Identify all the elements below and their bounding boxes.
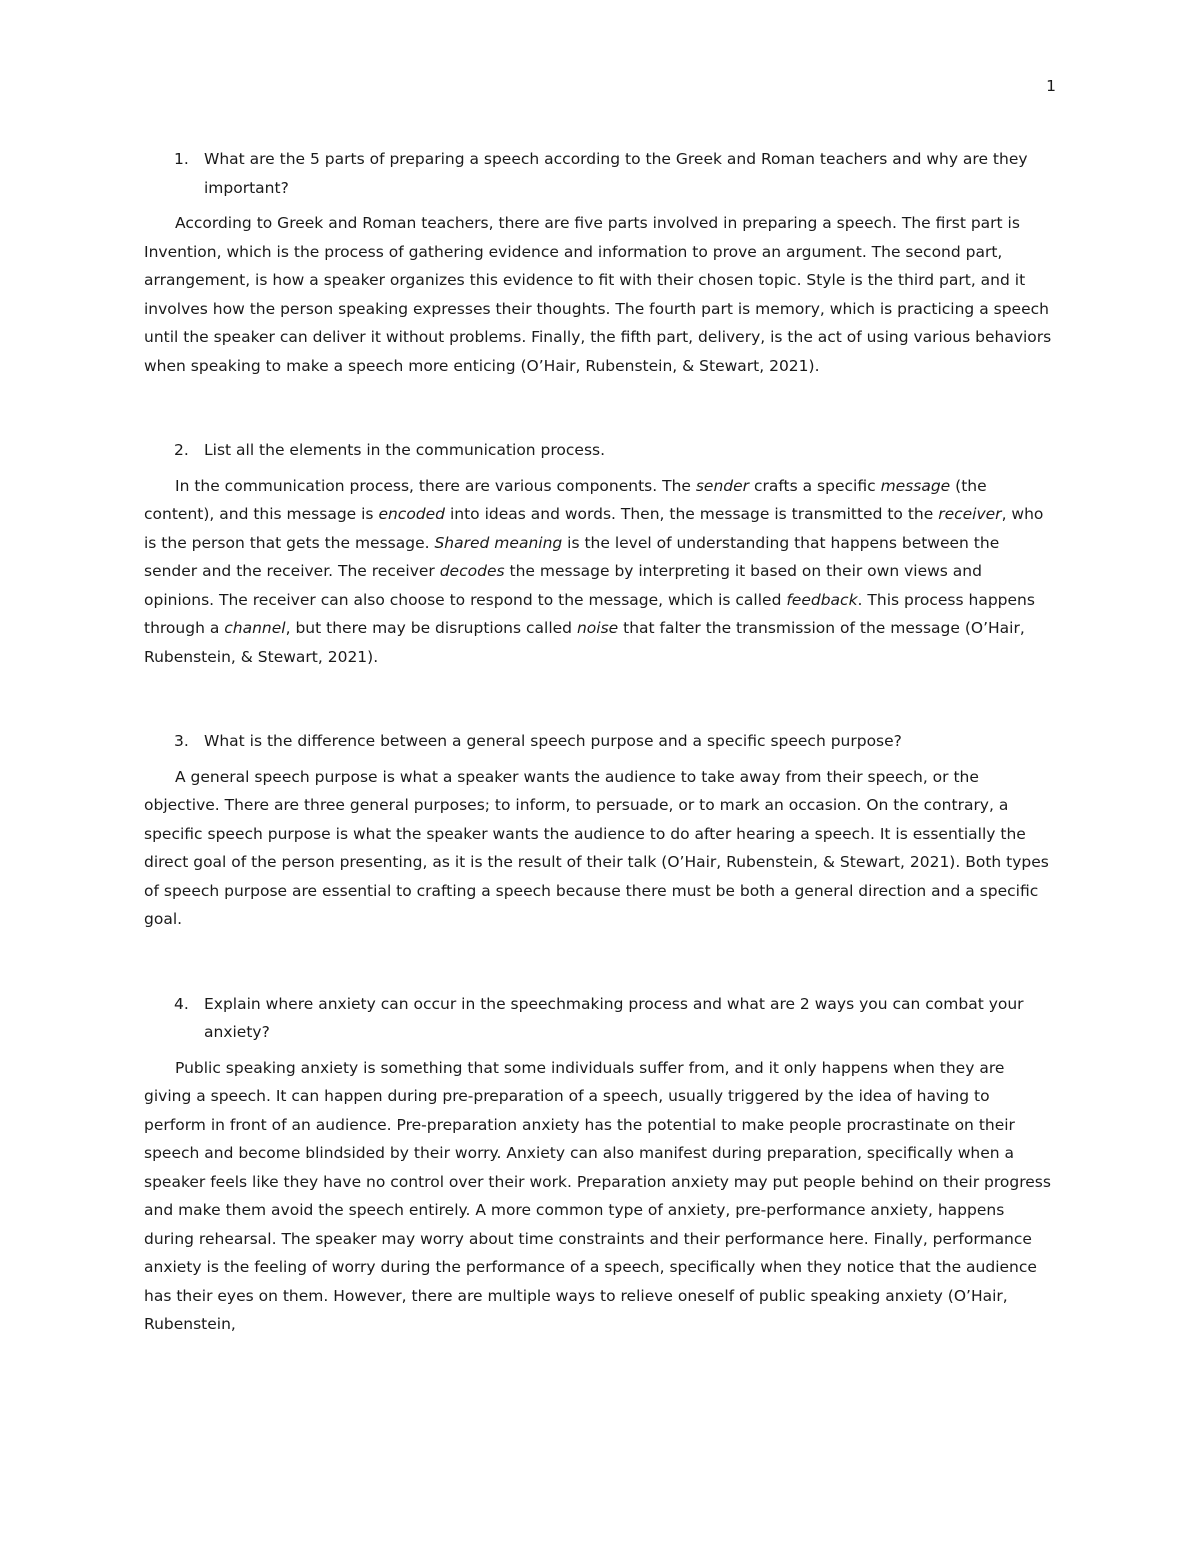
key-term: sender [695, 476, 750, 495]
document-body [144, 145, 1056, 1339]
key-term: message [880, 476, 951, 495]
question-4 [144, 990, 1056, 1047]
answer-text: into ideas and words. Then, the message is transmitted to the [445, 505, 939, 523]
answer-text: crafts a specific [749, 476, 881, 495]
answer-text: A general speech purpose is what a speaker wants the audience to take away from their speech, or the objective. There are three general purposes; to inform, to persuade, or to mark an occasion. On the contrary, a specific speech purpose is what the speaker wants the audience to do after hearing a speech. It is essentially the direct goal of the person presenting, as it is the result of their talk (O’Hair, Rubenstein, & Stewart, 2021). Both types of speech purpose are essential to crafting a speech because there must be both a general direction and a specific goal. [144, 767, 1049, 928]
question-number: 1. [174, 150, 189, 168]
answer-text: (the content), and this message is [144, 476, 987, 523]
answer-4 [144, 1054, 1056, 1339]
answer-text: According to Greek and Roman teachers, there are five parts involved in preparing a speech. The first part is Invention, which is the process of gathering evidence and information to prove an argument. The second part, arrangement, is how a speaker organizes this evidence to fit with their chosen topic. Style is the third part, and it involves how the person speaking expresses their thoughts. The fourth part is memory, which is practicing a speech until the speaker can deliver it without problems. Finally, the fifth part, delivery, is the act of using various behaviors when speaking to make a speech more enticing (O’Hair, Rubenstein, & Stewart, 2021). [144, 214, 1052, 375]
answer-1 [144, 209, 1056, 380]
key-term: encoded [378, 505, 446, 523]
answer-text: , who is the person that gets the message. [144, 505, 1044, 552]
question-text: What are the 5 parts of preparing a speech according to the Greek and Roman teachers and why are they important? [204, 150, 1028, 197]
answer-text: Public speaking anxiety is something that some individuals suffer from, and it only happens when they are giving a speech. It can happen during pre-preparation of a speech, usually triggered by the idea of having to perform in front of an audience. Pre-preparation anxiety has the potential to make people procrastinate on their speech and become blindsided by their worry. Anxiety can also manifest during preparation, specifically when a speaker feels like they have no control over their work. Preparation anxiety may put people behind on their progress and make them avoid the speech entirely. A more common type of anxiety, pre-performance anxiety, happens during rehearsal. The speaker may worry about time constraints and their performance here. Finally, performance anxiety is the feeling of worry during the performance of a speech, specifically when they notice that the audience has their eyes on them. However, there are multiple ways to relieve oneself of public speaking anxiety (O’Hair, Rubenstein, [144, 1058, 1051, 1333]
key-term: noise [576, 619, 619, 637]
answer-text: is the level of understanding that happens between the sender and the receiver. The receiver [144, 533, 1000, 580]
question-number: 3. [174, 732, 189, 750]
answer-text: that falter the transmission of the message (O’Hair, Rubenstein, & Stewart, 2021). [144, 619, 1025, 666]
answer-text: the message by interpreting it based on their own views and opinions. The receiver can also choose to respond to the message, which is called [144, 562, 982, 609]
answer-text: In the communication process, there are various components. The [175, 476, 696, 495]
section-2 [144, 436, 1056, 671]
answer-2 [144, 472, 1056, 672]
question-number: 4. [174, 994, 189, 1013]
section-3 [144, 727, 1056, 934]
page-number: 1 [1046, 77, 1056, 95]
question-text: What is the difference between a general speech purpose and a specific speech purpose? [204, 732, 902, 750]
section-1 [144, 145, 1056, 380]
question-text: Explain where anxiety can occur in the speechmaking process and what are 2 ways you can combat your anxiety? [204, 994, 1024, 1041]
answer-3 [144, 763, 1056, 934]
answer-text: . This process happens through a [144, 590, 1035, 637]
question-1 [144, 145, 1056, 202]
section-4 [144, 990, 1056, 1339]
question-number: 2. [174, 441, 189, 459]
key-term: feedback [786, 590, 858, 609]
key-term: Shared meaning [434, 533, 563, 552]
question-text: List all the elements in the communication process. [204, 441, 606, 459]
question-3 [144, 727, 1056, 756]
key-term: decodes [439, 562, 505, 580]
question-2 [144, 436, 1056, 465]
key-term: receiver [938, 505, 1002, 523]
answer-text: , but there may be disruptions called [285, 619, 577, 637]
key-term: channel [224, 619, 286, 637]
